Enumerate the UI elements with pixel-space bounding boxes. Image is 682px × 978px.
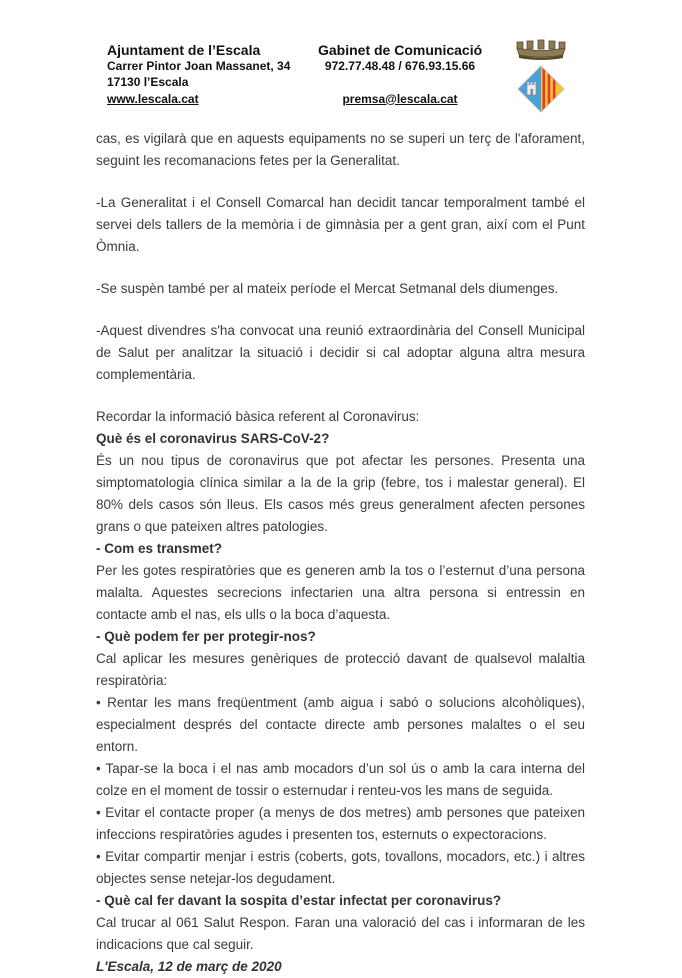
dept-name: Gabinet de Comunicació <box>318 42 483 58</box>
body-paragraph: Cal trucar al 061 Salut Respon. Faran una valoració del cas i informaran de les indicacions que cal seguir. <box>96 915 585 952</box>
crown-icon <box>517 40 565 60</box>
body-paragraph: • Tapar-se la boca i el nas amb mocadors d’un sol ús o amb la cara interna del colze en el moment de tossir o esternudar i renteu-vos les mans de seguida. <box>96 761 585 798</box>
senyera-stripes <box>543 66 556 112</box>
section-heading: - Què podem fer per protegir-nos? <box>96 629 316 644</box>
body-paragraph: cas, es vigilarà que en aquests equipaments no se superi un terç de l'aforament, seguint les recomanacions fetes per la Generalitat. <box>96 131 585 168</box>
header-org-block <box>107 42 290 107</box>
tower-icon <box>527 82 536 95</box>
document-body <box>96 128 585 978</box>
signature-line: L'Escala, 12 de març de 2020 <box>96 959 282 974</box>
body-paragraph: Cal aplicar les mesures genèriques de protecció davant de qualsevol malaltia respiratòria: <box>96 651 585 688</box>
body-paragraph: • Evitar el contacte proper (a menys de dos metres) amb persones que pateixen infeccions respiratòries agudes i presenten tos, esternuts o expectoracions. <box>96 805 585 842</box>
body-paragraph: -Se suspèn també per al mateix període el Mercat Setmanal dels diumenges. <box>96 281 559 296</box>
body-paragraph: • Rentar les mans freqüentment (amb aigua i sabó o solucions alcohòliques), especialment després del contacte directe amb persones malaltes o el seu entorn. <box>96 695 585 754</box>
body-paragraph: És un nou tipus de coronavirus que pot afectar les persones. Presenta una simptomatologia clínica similar a la de la grip (febre, tos i malestar general). El 80% dels casos són lleus. Els casos més greus generalment afecten persones grans o que pateixen altres patologies. <box>96 453 585 534</box>
section-heading: Què és el coronavirus SARS-CoV-2? <box>96 431 330 446</box>
email-link[interactable]: premsa@lescala.cat <box>342 91 458 106</box>
website-link[interactable]: www.lescala.cat <box>107 91 199 106</box>
dept-phones: 972.77.48.48 / 676.93.15.66 <box>324 59 476 74</box>
org-address: Carrer Pintor Joan Massanet, 34 <box>107 59 291 74</box>
shield-lozenge <box>518 66 564 112</box>
body-paragraph: Per les gotes respiratòries que es generen amb la tos o l’esternut d’una persona malalta. Aquestes secrecions infectarien una altra persona si entressin en contacte amb el nas, els ulls o la boca d’aquesta. <box>96 563 585 622</box>
body-paragraph: • Evitar compartir menjar i estris (coberts, gots, tovallons, mocadors, etc.) i altres objectes sense netejar-los degudament. <box>96 849 585 886</box>
section-heading: - Com es transmet? <box>96 541 223 556</box>
org-name: Ajuntament de l’Escala <box>107 42 261 58</box>
header-spacer <box>318 74 482 90</box>
body-paragraph: Recordar la informació bàsica referent al Coronavirus: <box>96 409 420 424</box>
section-heading: - Què cal fer davant la sospita d’estar infectat per coronavirus? <box>96 893 502 908</box>
header-contact-block <box>318 42 482 107</box>
body-paragraph: -La Generalitat i el Consell Comarcal han decidit tancar temporalment també el servei dels tallers de la memòria i de gimnàsia per a gent gran, així com el Punt Òmnia. <box>96 195 585 254</box>
lescala-coat-of-arms <box>514 40 568 114</box>
org-city: 17130 l’Escala <box>107 75 189 90</box>
body-paragraph: -Aquest divendres s'ha convocat una reunió extraordinària del Consell Municipal de Salut per analitzar la situació i decidir si cal adoptar alguna altra mesura complementària. <box>96 323 585 382</box>
